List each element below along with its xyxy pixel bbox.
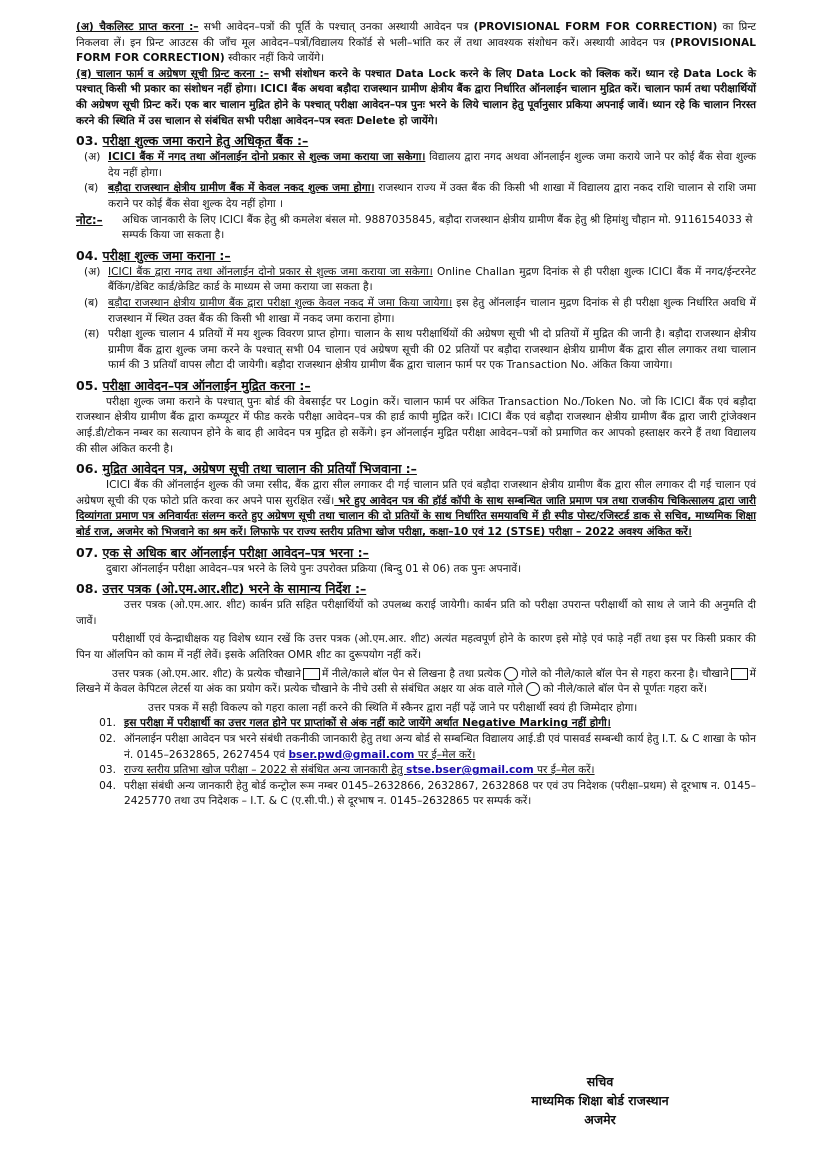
signature-city: अजमेर: [584, 1112, 616, 1127]
item-text: राजस्थान राज्य में उक्त बैंक की किसी भी शाखा में विद्यालय द्वारा नकद राशि चालान से राशि जमा कराने पर कोई बैंक सेवा शुल्क देय नहीं होगा ।: [108, 182, 756, 210]
signature-organisation: माध्यमिक शिक्षा बोर्ड राजस्थान: [531, 1093, 669, 1108]
challan-print-text: सभी संशोधन करने के पश्चात Data Lock करने के लिए Data Lock को क्लिक करें। ध्यान रहे Data Lock के पश्चात् किसी भी प्रकार का संशोधन नहीं होगा। ICICI बैंक अथवा बड़ौदा राजस्थान ग्रामीण क्षेत्रीय बैंक द्वारा निर्धारित ऑनलाईन चालान मुद्रित करें। चालान फार्म तथा परीक्षार्थियों की अग्रेषण सूची प्रिन्ट करें। एक बार चालान मुद्रित होने के पश्चात् परीक्षा आवेदन–पत्र पुनः भरने के लिये चालान हेतु पूर्वानुसार प्रकिया अपनाई जावें। ध्यान रहे कि चालान निरस्त करने की स्थिति में उस चालान से संबंधित सभी परीक्षा आवेदन–पत्र स्वतः Delete हो जायेंगे।: [76, 67, 756, 127]
checklist-label: (अ) चैकलिस्ट प्राप्त करना :–: [76, 21, 199, 33]
negative-marking-text: इस परीक्षा में परीक्षार्थी का उत्तर गलत होने पर प्राप्तांकों से अंक नहीं काटे जायेंगे अर्थात Negative Marking नहीं होगी।: [124, 717, 611, 730]
item-underlined-text: बड़ौदा राजस्थान क्षेत्रीय ग्रामीण बैंक में केवल नकद शुल्क जमा होगा।: [108, 182, 375, 195]
item-label: (स): [84, 328, 100, 341]
omr-paragraph-2: परीक्षार्थी एवं केन्द्राधीक्षक यह विशेष ध्यान रखें कि उत्तर पत्रक (ओ.एम.आर. शीट) अत्यंत महत्वपूर्ण होने के कारण इसे मोड़े एवं फाड़े नहीं तथा इस पर किसी प्रकार की पिन या ऑलपिन को काम में नहीं लेवें। इसके अतिरिक्त OMR शीट का दुरूपयोग नहीं करें।: [76, 633, 756, 661]
section-04-item-a: [76, 265, 756, 296]
section-04-item-c: [76, 327, 756, 374]
section-04-heading: [76, 247, 756, 265]
item-number: 03.: [99, 764, 116, 777]
section-06-bold-text: भरे हुए आवेदन पत्र की हॉर्ड कॉपी के साथ सम्बन्धित जाति प्रमाण पत्र तथा राजकीय चिकित्सालय द्वारा जारी दिव्यांगता प्रमाण पत्र अनिवार्यतः संलग्न करते हुए अग्रेषण सूची तथा चालान की दो प्रतियों के साथ निर्धारित समयावधि में ही स्पीड पोस्ट/रजिस्टर्ड डाक से सचिव, माध्यमिक शिक्षा बोर्ड राज, अजमेर को भिजवाने का श्रम करें। लिफाफे पर राज्य स्तरीय प्रतिभा खोज परीक्षा, कक्षा–10 एवं 12 (STSE) परीक्षा – 2022 अवश्य अंकित करें।: [76, 494, 756, 539]
item-text: इस हेतु ऑनलाईन चालान मुद्रण दिनांक से ही परीक्षा शुल्क निर्धारित अवधि में राजस्थान में स्थित उक्त बैंक की किसी भी शाखा में नकद जमा कराना होगा।: [108, 296, 756, 325]
section-05-heading: [76, 377, 756, 395]
item-text: पर ई–मेल करें।: [533, 764, 595, 777]
challan-print-label: (ब) चालान फार्म व अग्रेषण सूची प्रिन्ट करना :–: [76, 67, 269, 80]
section-08-heading: [76, 580, 756, 598]
note-text: अधिक जानकारी के लिए ICICI बैंक हेतु श्री कमलेश बंसल मो. 9887035845, बड़ौदा राजस्थान क्षेत्रीय ग्रामीण बैंक हेतु श्री हिमांशु चौहान मो. 9116154033 से सम्पर्क किया जा सकता है।: [122, 213, 753, 242]
item-number: 01.: [99, 717, 116, 730]
square-box-icon: [731, 668, 748, 680]
document-page: [76, 20, 756, 810]
section-06-number: 06.: [76, 461, 99, 477]
section-03-item-a: [76, 150, 756, 181]
challan-print-paragraph: [76, 67, 756, 129]
section-06-title: मुद्रित आवेदन पत्र, अग्रेषण सूची तथा चालान की प्रतियाँ भिजवाना :–: [102, 461, 417, 477]
item-text: ऑनलाईन परीक्षा आवेदन पत्र भरने संबंधी तकनीकी जानकारी हेतु तथा अन्य बोर्ड से सम्बन्धित विद्यालय आई.डी एवं पासवर्ड सम्बन्धी कार्य हेतु I.T. & C शाखा के फोन नं. 0145–2632865, 2627454 एवं: [124, 732, 756, 761]
signature-block: [450, 1072, 750, 1129]
omr-item-01: [76, 716, 756, 732]
section-03-heading: [76, 132, 756, 150]
checklist-paragraph: [76, 20, 756, 67]
provisional-form-2: (PROVISIONAL FORM FOR CORRECTION): [76, 36, 756, 65]
section-08-title: उत्तर पत्रक (ओ.एम.आर.शीट) भरने के सामान्य निर्देश :–: [102, 581, 367, 597]
item-text: Online Challan मुद्रण दिनांक से ही परीक्षा शुल्क ICICI बैंक में नगद/ईन्टरनेट बैंकिंग/डेबिट कार्ड/क्रेडिट कार्ड के माध्यम से जमा कराया जा सकता है।: [108, 265, 757, 294]
item-underlined-text: ICICI बैंक में नगद तथा ऑनलाईन दोनो प्रकार से शुल्क जमा कराया जा सकेगा।: [108, 151, 426, 164]
section-05-title: परीक्षा आवेदन–पत्र ऑनलाईन मुद्रित करना :–: [102, 377, 311, 393]
section-07-title: एक से अधिक बार ऑनलाईन परीक्षा आवेदन–पत्र भरना :–: [102, 544, 369, 560]
omr-item-04: [76, 779, 756, 810]
omr-item-03: [76, 763, 756, 779]
section-03-title: परीक्षा शुल्क जमा कराने हेतु अधिकृत बैंक :–: [102, 133, 309, 149]
stse-email-link[interactable]: stse.bser@gmail.com: [406, 764, 534, 777]
section-03-note: [76, 213, 756, 244]
section-05-number: 05.: [76, 377, 99, 393]
checklist-text-3: स्वीकार नहीं किये जायेंगे।: [224, 52, 325, 65]
section-07-text: दुबारा ऑनलाईन परीक्षा आवेदन–पत्र भरने के लिये पुनः उपरोक्त प्रक्रिया (बिन्दु 01 से 06) तक पुनः अपनावें।: [106, 562, 522, 575]
section-03-number: 03.: [76, 133, 99, 149]
section-03-item-b: [76, 181, 756, 212]
omr-p3-text: में लिखने में केवल केपिटल लेटर्स या अंक का प्रयोग करें। प्रत्येक चौखाने के नीचे उसी से संबंधित अक्षर या अंक वाले गोले: [76, 667, 756, 696]
section-04-number: 04.: [76, 247, 99, 263]
circle-icon: [504, 667, 518, 681]
note-label: नोट:–: [76, 212, 103, 227]
circle-icon: [526, 682, 540, 696]
item-text: राज्य स्तरीय प्रतिभा खोज परीक्षा – 2022 से संबंधित अन्य जानकारी हेतु: [124, 764, 407, 777]
section-06-text: ICICI बैंक की ऑनलाईन शुल्क की जमा रसीद, बैंक द्वारा सील लगाकर दी गई चालान प्रति एवं बड़ौदा राजस्थान क्षेत्रीय ग्रामीण बैंक द्वारा सील लगाकर दी गई चालान एवं अग्रेषण सूची की एक फोटो प्रति करवा कर अपने पास सुरक्षित रखें।: [76, 479, 756, 507]
section-08-number: 08.: [76, 581, 99, 597]
omr-paragraph-1: उत्तर पत्रक (ओ.एम.आर. शीट) कार्बन प्रति सहित परीक्षार्थियों को उपलब्ध कराई जायेगी। कार्बन प्रति को परीक्षा उपरान्त परीक्षार्थी को साथ ले जाने की अनुमति दी जावें।: [76, 599, 756, 627]
signature-title: सचिव: [586, 1074, 614, 1089]
item-text: विद्यालय द्वारा नगद अथवा ऑनलाईन शुल्क जमा कराये जाने पर कोई बैंक सेवा शुल्क देय नहीं होगा।: [108, 151, 756, 179]
checklist-text-2: का प्रिन्ट निकलवा लें। इन प्रिन्ट आउटस की जाँच मूल आवेदन–पत्रों/विद्यालय रिकॉर्ड से भली–भांति कर लें तथा आवश्यक संशोधन करें। अस्थायी आवेदन पत्र: [76, 21, 757, 49]
item-underlined-text: ICICI बैंक द्वारा नगद तथा ऑनलाईन दोनो प्रकार से शुल्क जमा कराया जा सकेगा।: [108, 265, 433, 278]
section-05-text: परीक्षा शुल्क जमा कराने के पश्चात् पुनः बोर्ड की वेबसाईट पर Login करें। चालान फार्म पर अंकित Transaction No./Token No. जो कि ICICI बैंक एवं बड़ौदा राजस्थान क्षेत्रीय ग्रामीण बैंक द्वारा कम्प्यूटर में फीड करके परीक्षा आवेदन–पत्र की हार्ड कापी मुद्रित करें। ICICI बैंक एवं बड़ौदा राजस्थान क्षेत्रीय ग्रामीण बैंक द्वारा जारी ट्रांजेक्शन आई.डी/टोकन नम्बर का सत्यापन होने के बाद ही आवेदन पत्र मुद्रित हो सकेंगे। इन ऑनलाईन मुद्रित परीक्षा आवेदन–पत्रों को प्रमाणित कर आपको हस्ताक्षर करने हैं तथा विद्यालय की सील अंकित करनी है।: [76, 395, 756, 455]
section-07-number: 07.: [76, 544, 99, 560]
omr-p3-text: गोले को नीले/काले बॉल पेन से गहरा करना है। चौखाने: [521, 667, 729, 680]
provisional-form-1: (PROVISIONAL FORM FOR CORRECTION): [473, 21, 718, 33]
omr-paragraph-4: उत्तर पत्रक में सही विकल्प को गहरा काला नहीं करने की स्थिति में स्कैनर द्वारा नहीं पढ़ें जाने पर परीक्षार्थी स्वयं ही जिम्मेदार होगा।: [148, 701, 638, 714]
section-04-item-b: [76, 296, 756, 327]
item-label: (अ): [84, 151, 101, 164]
item-label: (ब): [84, 296, 99, 309]
item-text: परीक्षा संबंधी अन्य जानकारी हेतु बोर्ड कन्ट्रोल रूम नम्बर 0145–2632866, 2632867, 2632868 पर एवं उप निदेशक (परीक्षा–प्रथम) से दूरभाष न. 0145–2425770 तथा उप निदेशक – I.T. & C (ए.सी.पी.) से दूरभाष न. 0145–2632865 पर सम्पर्क करें।: [124, 779, 756, 808]
section-06-heading: [76, 460, 756, 478]
omr-item-02: [76, 732, 756, 763]
section-07-heading: [76, 544, 756, 562]
omr-p3-text: में नीले/काले बॉल पेन से लिखना है तथा प्रत्येक: [322, 667, 502, 680]
item-underlined-text: बड़ौदा राजस्थान क्षेत्रीय ग्रामीण बैंक द्वारा परीक्षा शुल्क केवल नकद में जमा किया जायेगा।: [108, 296, 453, 309]
item-text: परीक्षा शुल्क चालान 4 प्रतियों में मय शुल्क विवरण प्राप्त होगा। चालान के साथ परीक्षार्थियों की अग्रेषण सूची भी दो प्रतियों में मुद्रित की जानी है। बड़ौदा राजस्थान क्षेत्रीय ग्रामीण बैंक द्वारा शुल्क जमा करने के पश्चात् सभी 04 चालान एवं अग्रेषण सूची की 02 प्रतियों पर बड़ौदा राजस्थान क्षेत्रीय ग्रामीण बैंक द्वारा सील लगाकर तथा चालान फार्म की 3 प्रतियाँ वापस लौटा दी जायेगी। बड़ौदा राजस्थान क्षेत्रीय ग्रामीण बैंक द्वारा चालान फार्म पर एक Transaction No. अंकित किया जायेगा।: [108, 328, 756, 372]
checklist-text-1: सभी आवेदन–पत्रों की पूर्ति के पश्चात् उनका अस्थायी आवेदन पत्र: [198, 21, 474, 33]
item-number: 02.: [99, 732, 116, 745]
section-04-title: परीक्षा शुल्क जमा कराना :–: [102, 247, 231, 263]
omr-paragraph-3: [76, 667, 756, 698]
pwd-email-link[interactable]: bser.pwd@gmail.com: [288, 748, 415, 761]
omr-p3-text: उत्तर पत्रक (ओ.एम.आर. शीट) के प्रत्येक चौखाने: [112, 667, 301, 680]
omr-p3-text: को नीले/काले बॉल पेन से पूर्णतः गहरा करें।: [543, 683, 707, 696]
item-number: 04.: [99, 779, 116, 792]
square-box-icon: [303, 668, 320, 680]
item-label: (अ): [84, 265, 101, 278]
section-06-paragraph: [76, 478, 756, 540]
item-text: पर ई–मेल करें।: [414, 748, 476, 761]
item-label: (ब): [84, 182, 99, 195]
